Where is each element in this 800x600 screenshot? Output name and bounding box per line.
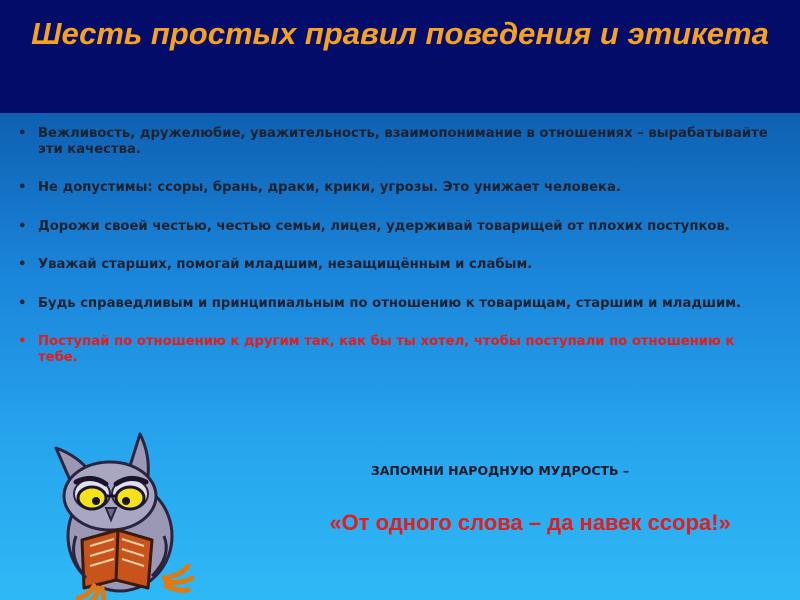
owl-glasses-left — [78, 487, 106, 509]
rule-item — [18, 180, 778, 196]
owl-reading-book-icon — [48, 428, 218, 600]
bullet-icon: • — [18, 257, 27, 272]
bullet-icon: • — [18, 295, 27, 311]
rule-item-highlighted — [18, 334, 778, 365]
owl-glasses-right — [116, 487, 144, 509]
slide-title: Шесть простых правил поведения и этикета — [31, 16, 769, 51]
rules-list — [18, 126, 778, 388]
rule-text: Будь справедливым и принципиальным по отношению к товарищам, старшим и младшим. — [38, 295, 742, 311]
proverb-text: «От одного слова – да навек ссора!» — [329, 510, 731, 535]
folk-wisdom-label: ЗАПОМНИ НАРОДНУЮ МУДРОСТЬ – — [370, 463, 630, 478]
rule-text: Вежливость, дружелюбие, уважительность, взаимопонимание в отношениях – вырабатывайте эти качества. — [38, 126, 768, 157]
rule-text: Не допустимы: ссоры, брань, драки, крики, угрозы. Это унижает человека. — [38, 180, 621, 195]
rule-item — [18, 296, 778, 312]
owl-right-foot — [164, 566, 192, 591]
rule-text: Дорожи своей честью, честью семьи, лицея, удерживай товарищей от плохих поступков. — [38, 218, 730, 234]
bullet-icon: • — [18, 334, 27, 349]
rule-text: Поступай по отношению к другим так, как бы ты хотел, чтобы поступали по отношению к тебе. — [38, 334, 735, 365]
rule-item — [18, 126, 778, 157]
bullet-icon: • — [18, 218, 27, 234]
owl-left-foot — [78, 586, 104, 600]
rule-text: Уважай старших, помогай младшим, незащищённым и слабым. — [38, 257, 533, 272]
bullet-icon: • — [18, 180, 27, 195]
bullet-icon: • — [18, 126, 27, 141]
rule-item — [18, 257, 778, 273]
rule-item — [18, 219, 778, 235]
